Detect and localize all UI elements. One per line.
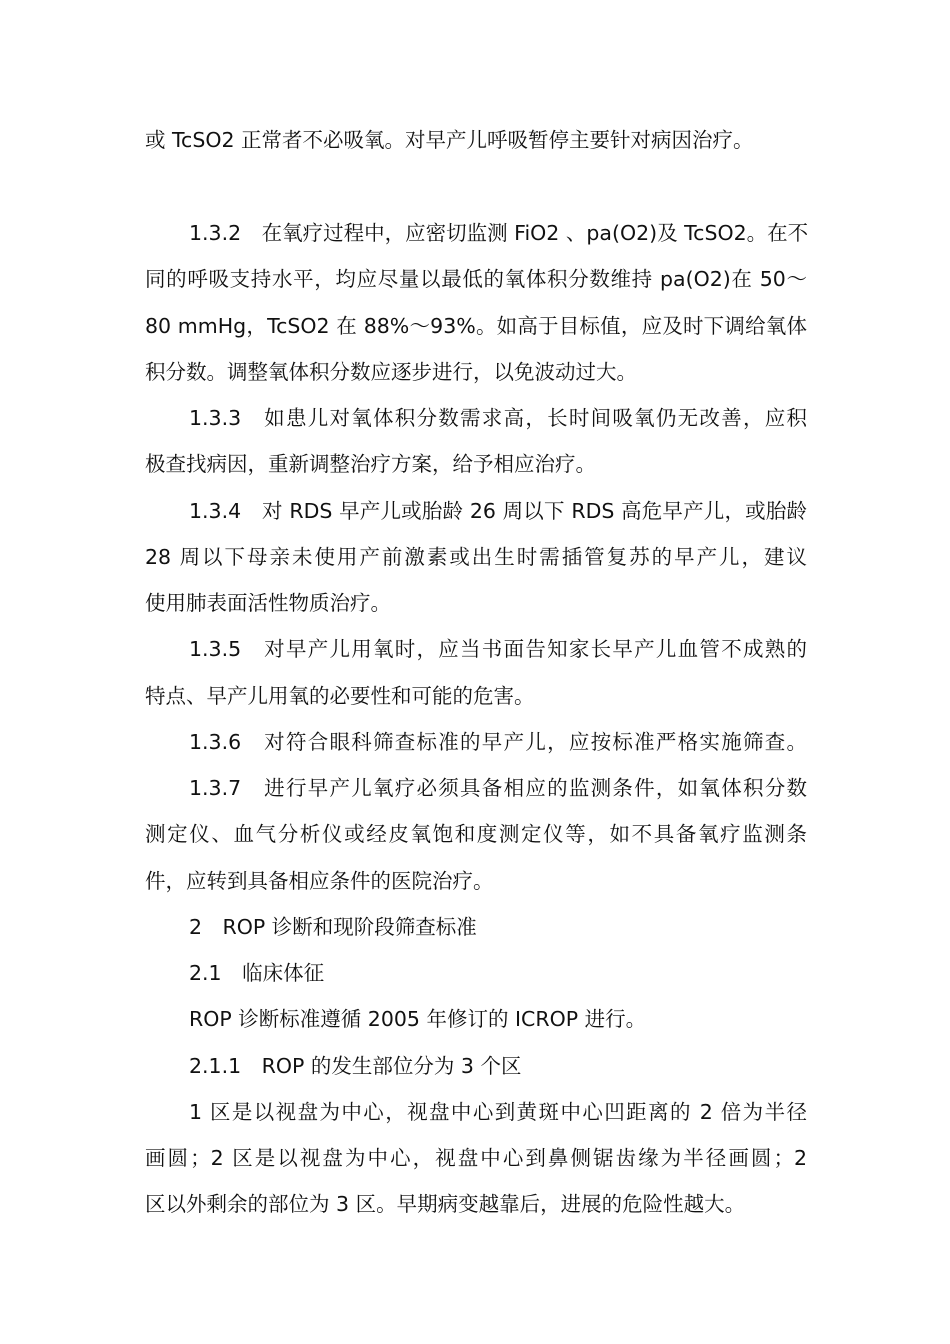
text-line: 1.3.7 进行早产儿氧疗必须具备相应的监测条件，如氧体积分数 — [189, 776, 807, 800]
subsection-heading: 2.1.1 ROP 的发生部位分为 3 个区 — [189, 1054, 522, 1078]
text-line: 1.3.4 对 RDS 早产儿或胎龄 26 周以下 RDS 高危早产儿，或胎龄 — [189, 499, 807, 523]
text-line: ROP 诊断标准遵循 2005 年修订的 ICROP 进行。 — [189, 1007, 647, 1031]
text-line: 1 区是以视盘为中心，视盘中心到黄斑中心凹距离的 2 倍为半径 — [189, 1100, 807, 1124]
text-line: 或 TcSO2 正常者不必吸氧。对早产儿呼吸暂停主要针对病因治疗。 — [145, 128, 754, 152]
text-line: 区以外剩余的部位为 3 区。早期病变越靠后，进展的危险性越大。 — [145, 1192, 746, 1216]
text-line: 件，应转到具备相应条件的医院治疗。 — [145, 869, 494, 893]
text-line: 测定仪、血气分析仪或经皮氧饱和度测定仪等，如不具备氧疗监测条 — [145, 822, 807, 846]
text-line: 特点、早产儿用氧的必要性和可能的危害。 — [145, 684, 535, 708]
section-heading: 2 ROP 诊断和现阶段筛查标准 — [189, 915, 477, 939]
text-line: 同的呼吸支持水平，均应尽量以最低的氧体积分数维持 pa(O2)在 50～ — [145, 267, 807, 291]
text-line: 画圆；2 区是以视盘为中心，视盘中心到鼻侧锯齿缘为半径画圆；2 — [145, 1146, 807, 1170]
subsection-heading: 2.1 临床体征 — [189, 961, 325, 985]
text-line: 1.3.6 对符合眼科筛查标准的早产儿，应按标准严格实施筛查。 — [189, 730, 807, 754]
text-line: 1.3.2 在氧疗过程中，应密切监测 FiO2 、pa(O2)及 TcSO2。在不 — [189, 221, 809, 245]
text-line: 极查找病因，重新调整治疗方案，给予相应治疗。 — [145, 452, 596, 476]
text-line: 使用肺表面活性物质治疗。 — [145, 591, 391, 615]
text-line: 28 周以下母亲未使用产前激素或出生时需插管复苏的早产儿，建议 — [145, 545, 807, 569]
text-line: 1.3.5 对早产儿用氧时，应当书面告知家长早产儿血管不成熟的 — [189, 637, 807, 661]
text-line: 积分数。调整氧体积分数应逐步进行，以免波动过大。 — [145, 360, 637, 384]
text-line: 1.3.3 如患儿对氧体积分数需求高，长时间吸氧仍无改善，应积 — [189, 406, 807, 430]
text-line: 80 mmHg，TcSO2 在 88%～93%。如高于目标值，应及时下调给氧体 — [145, 314, 807, 338]
